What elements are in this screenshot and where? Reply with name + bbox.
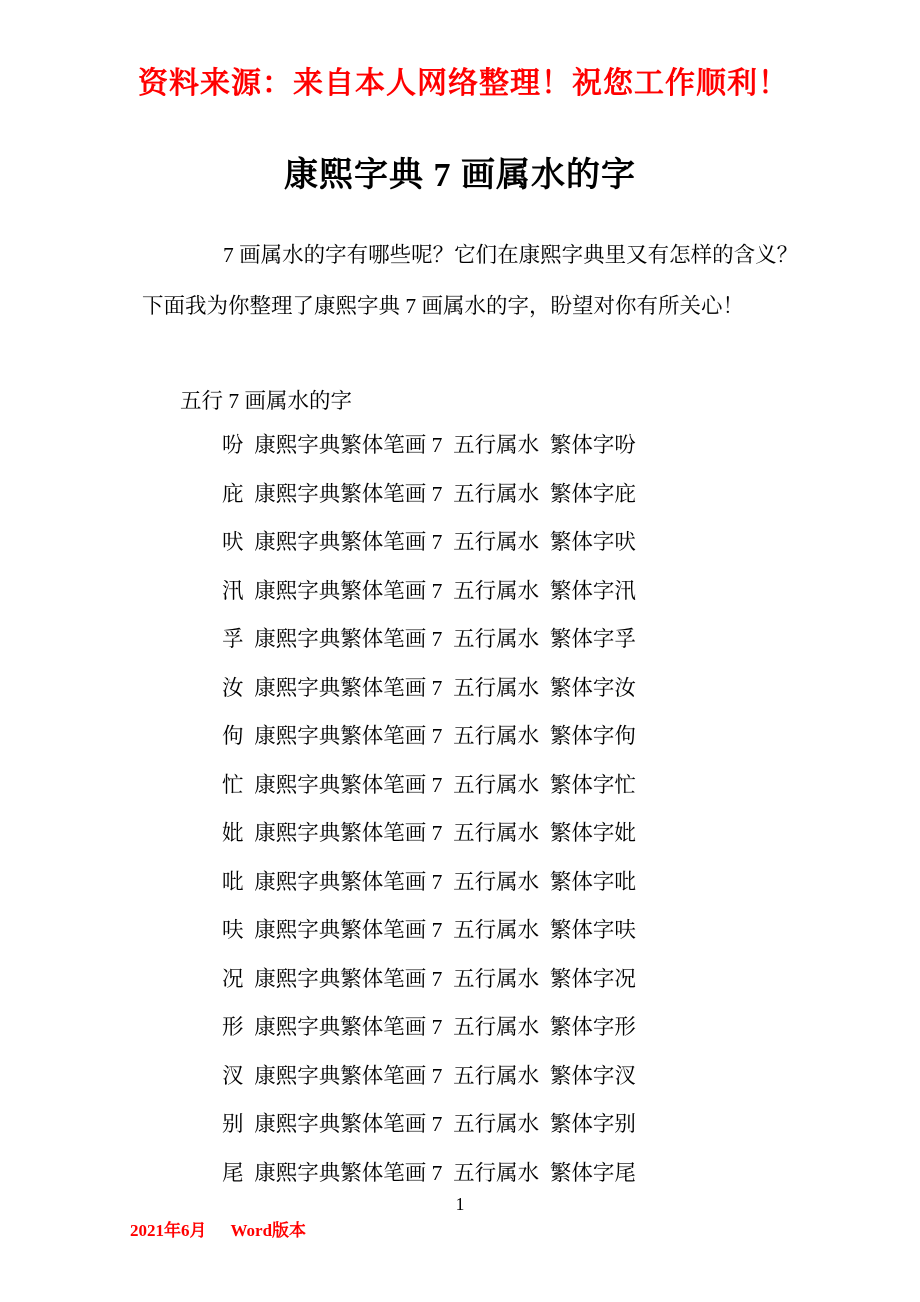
page-number: 1: [455, 1194, 465, 1214]
entry-char: 孚: [222, 627, 244, 651]
entry-char-trailing: 别: [614, 1112, 636, 1136]
entry-description: 康熙字典繁体笔画 7 五行属水 繁体字: [243, 675, 615, 700]
entry-char-trailing: 汊: [614, 1063, 636, 1088]
entry-row: [222, 579, 636, 628]
entry-char-trailing: 忙: [614, 772, 636, 797]
entry-row: [222, 433, 636, 482]
entry-char-trailing: 吩: [614, 433, 636, 457]
entry-description: 康熙字典繁体笔画 7 五行属水 繁体字: [243, 1015, 615, 1039]
entry-char: 况: [222, 966, 244, 991]
entry-description: 康熙字典繁体笔画 7 五行属水 繁体字: [243, 1160, 615, 1185]
entry-char-trailing: 汝: [614, 675, 636, 700]
footer-date: 2021年6月: [130, 1221, 207, 1240]
entry-char: 形: [222, 1015, 244, 1039]
entry-char: 妣: [222, 821, 244, 845]
entry-char-trailing: 呋: [614, 918, 636, 942]
entry-row: [222, 676, 636, 725]
entry-row: [222, 1064, 636, 1113]
entry-char-trailing: 孚: [614, 627, 636, 651]
entry-char: 吠: [222, 530, 244, 554]
entry-description: 康熙字典繁体笔画 7 五行属水 繁体字: [243, 966, 615, 991]
entry-char: 汛: [222, 578, 244, 603]
entry-description: 康熙字典繁体笔画 7 五行属水 繁体字: [243, 1063, 615, 1088]
source-note: 资料来源：来自本人网络整理！祝您工作顺利！: [138, 67, 789, 100]
entry-row: [222, 967, 636, 1016]
entry-char: 吡: [222, 869, 244, 894]
entry-description: 康熙字典繁体笔画 7 五行属水 繁体字: [243, 869, 615, 894]
entry-description: 康熙字典繁体笔画 7 五行属水 繁体字: [243, 433, 615, 457]
entry-char: 呋: [222, 918, 244, 942]
entry-description: 康熙字典繁体笔画 7 五行属水 繁体字: [243, 530, 615, 554]
entry-description: 康熙字典繁体笔画 7 五行属水 繁体字: [243, 578, 615, 603]
entry-char-trailing: 佝: [614, 724, 636, 748]
entry-char-trailing: 况: [614, 966, 636, 991]
entry-char-trailing: 吠: [614, 530, 636, 554]
entry-char-trailing: 形: [614, 1015, 636, 1039]
character-entries-list: [222, 433, 636, 1209]
entry-row: [222, 482, 636, 531]
intro-paragraph-line1: 7 画属水的字有哪些呢？它们在康熙字典里又有怎样的含义？: [223, 243, 799, 267]
entry-char: 吩: [222, 433, 244, 457]
entry-row: [222, 773, 636, 822]
entry-row: [222, 918, 636, 967]
entry-description: 康熙字典繁体笔画 7 五行属水 繁体字: [243, 918, 615, 942]
entry-char: 佝: [222, 724, 244, 748]
entry-char: 汊: [222, 1063, 244, 1088]
entry-char-trailing: 尾: [614, 1160, 636, 1185]
entry-description: 康熙字典繁体笔画 7 五行属水 繁体字: [243, 821, 615, 845]
entry-description: 康熙字典繁体笔画 7 五行属水 繁体字: [243, 724, 615, 748]
entry-char: 庇: [222, 481, 244, 506]
entry-char: 汝: [222, 675, 244, 700]
entry-row: [222, 870, 636, 919]
entry-description: 康熙字典繁体笔画 7 五行属水 繁体字: [243, 772, 615, 797]
entry-char-trailing: 庇: [614, 481, 636, 506]
intro-paragraph-line2: 下面我为你整理了康熙字典 7 画属水的字，盼望对你有所关心！: [142, 294, 745, 318]
entry-description: 康熙字典繁体笔画 7 五行属水 繁体字: [243, 1112, 615, 1136]
entry-description: 康熙字典繁体笔画 7 五行属水 繁体字: [243, 481, 615, 506]
entry-row: [222, 821, 636, 870]
entry-row: [222, 627, 636, 676]
entry-char: 忙: [222, 772, 244, 797]
entry-char: 别: [222, 1112, 244, 1136]
entry-row: [222, 724, 636, 773]
section-heading: 五行 7 画属水的字: [180, 389, 353, 413]
footer-version-label: Word版本: [230, 1221, 307, 1240]
entry-description: 康熙字典繁体笔画 7 五行属水 繁体字: [243, 627, 615, 651]
entry-row: [222, 1112, 636, 1161]
page-title: 康熙字典 7 画属水的字: [284, 157, 636, 194]
entry-row: [222, 1015, 636, 1064]
entry-char-trailing: 妣: [614, 821, 636, 845]
entry-char: 尾: [222, 1160, 244, 1185]
entry-row: [222, 530, 636, 579]
entry-char-trailing: 吡: [614, 869, 636, 894]
entry-char-trailing: 汛: [614, 578, 636, 603]
